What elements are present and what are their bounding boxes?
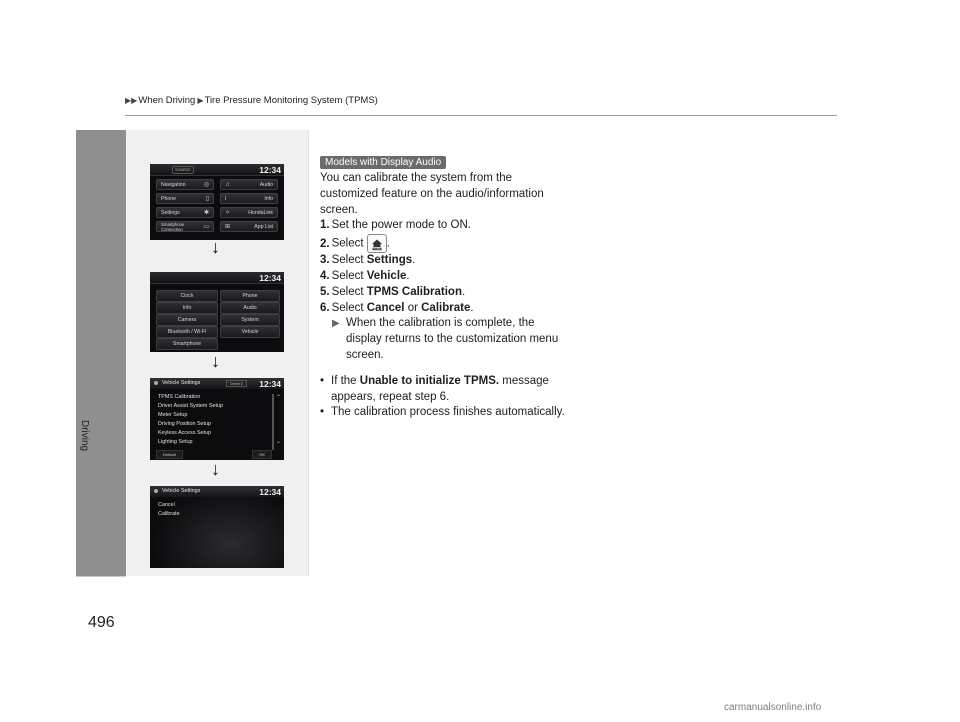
step-4: 4. Select Vehicle.: [320, 269, 410, 282]
gear-icon: ✱: [203, 210, 209, 216]
menu-item-keyless-access[interactable]: Keyless Access Setup: [158, 430, 212, 436]
bullet-icon: •: [320, 406, 325, 419]
home-icon-label: HOME: [373, 247, 381, 251]
option-cancel[interactable]: Cancel: [158, 502, 175, 508]
bullet-icon: •: [320, 374, 325, 387]
default-button[interactable]: Default: [156, 450, 183, 459]
breadcrumb-item-when-driving[interactable]: When Driving: [138, 95, 196, 106]
settings-item-bluetooth[interactable]: Bluetooth / Wi-Fi: [156, 326, 218, 338]
scroll-down-icon[interactable]: ⌄: [275, 439, 281, 445]
clock-display: 12:34: [259, 273, 281, 283]
intro-text: You can calibrate the system from the customized feature on the audio/information screen.: [320, 172, 544, 216]
page-number: 496: [88, 614, 115, 631]
step-5: 5. Select TPMS Calibration.: [320, 285, 466, 298]
screen-title: Vehicle Settings: [162, 488, 201, 494]
tile-phone[interactable]: Phone ▯: [156, 193, 214, 204]
settings-item-phone[interactable]: Phone: [220, 290, 280, 302]
music-note-icon: ♫: [225, 181, 230, 188]
vehicle-settings-screen: [150, 378, 284, 460]
tile-app-list[interactable]: ⊞ App List: [220, 221, 278, 232]
settings-item-info[interactable]: Info: [156, 302, 218, 314]
step-2: 2. Select HOME .: [320, 234, 565, 253]
tile-navigation[interactable]: Navigation ◎: [156, 179, 214, 190]
ok-button[interactable]: OK: [252, 450, 272, 459]
instructions: [320, 155, 565, 421]
settings-item-clock[interactable]: Clock: [156, 290, 218, 302]
section-tab-label: Driving: [79, 420, 90, 452]
menu-item-lighting-setup[interactable]: Lighting Setup: [158, 439, 193, 445]
clock-display: 12:34: [259, 379, 281, 389]
menu-item-meter-setup[interactable]: Meter Setup: [158, 412, 188, 418]
clock-display: 12:34: [259, 487, 281, 497]
apps-icon: ⊞: [225, 224, 231, 230]
phone-icon: ▯: [205, 196, 209, 202]
tile-audio[interactable]: ♫ Audio: [220, 179, 278, 190]
section-tab-edge: [76, 576, 126, 577]
settings-item-camera[interactable]: Camera: [156, 314, 218, 326]
compass-icon: ◎: [203, 182, 209, 188]
watermark: carmanualsonline.info: [724, 702, 822, 713]
breadcrumb-item-tpms[interactable]: Tire Pressure Monitoring System (TPMS): [204, 95, 378, 106]
settings-item-system[interactable]: System: [220, 314, 280, 326]
settings-screen: [150, 272, 284, 352]
back-icon[interactable]: [154, 381, 158, 385]
bullet-calibration-process: • The calibration process finishes automatically.: [320, 405, 565, 421]
smartphone-icon: ▭: [203, 224, 209, 230]
down-arrow-icon: ↓: [211, 351, 220, 371]
step-3: 3. Select Settings.: [320, 254, 416, 267]
option-calibrate[interactable]: Calibrate: [158, 511, 180, 517]
back-icon[interactable]: [154, 489, 158, 493]
tile-smartphone-connection[interactable]: Smartphone Connection ▭: [156, 221, 214, 232]
step-6-note: ▶ When the calibration is complete, the display returns to the customization menu screen.: [332, 317, 559, 361]
scrollbar[interactable]: [272, 394, 274, 450]
tile-hondalink[interactable]: ✧ HondaLink: [220, 207, 278, 218]
menu-item-driver-assist[interactable]: Driver Assist System Setup: [158, 403, 224, 409]
down-arrow-icon: ↓: [211, 237, 220, 257]
menu-item-driving-position[interactable]: Driving Position Setup: [158, 421, 212, 427]
model-badge: Models with Display Audio: [320, 156, 446, 169]
screen-title: Vehicle Settings: [162, 380, 201, 386]
header-divider: [125, 115, 837, 116]
home-screen: [150, 164, 284, 240]
source-button[interactable]: SOURCE: [172, 166, 194, 174]
tile-info[interactable]: i Info: [220, 193, 278, 204]
down-arrow-icon: ↓: [211, 459, 220, 479]
scroll-up-icon[interactable]: ⌃: [275, 395, 281, 401]
driver-tag: Driver2: [226, 380, 247, 387]
step-1: 1. Set the power mode to ON.: [320, 219, 471, 232]
tpms-calibration-screen: [150, 486, 284, 568]
settings-item-vehicle[interactable]: Vehicle: [220, 326, 280, 338]
settings-item-audio[interactable]: Audio: [220, 302, 280, 314]
link-icon: ✧: [225, 210, 231, 216]
sub-arrow-icon: ▶: [332, 318, 340, 330]
tile-settings[interactable]: Settings ✱: [156, 207, 214, 218]
settings-item-smartphone[interactable]: Smartphone: [156, 338, 218, 350]
breadcrumb-arrow-icon: ▶: [197, 96, 204, 105]
menu-item-tpms-calibration[interactable]: TPMS Calibration: [158, 394, 201, 400]
breadcrumb: [125, 95, 378, 106]
bullet-unable-to-initialize: • If the Unable to initialize TPMS. message appears, repeat step 6.: [320, 374, 549, 403]
clock-display: 12:34: [259, 165, 281, 175]
info-icon: i: [225, 195, 227, 202]
breadcrumb-arrow-icon: ▶▶: [125, 96, 138, 105]
section-tab: [76, 130, 126, 576]
step-6: 6. Select Cancel or Calibrate.: [320, 301, 474, 314]
home-icon: [367, 234, 387, 253]
